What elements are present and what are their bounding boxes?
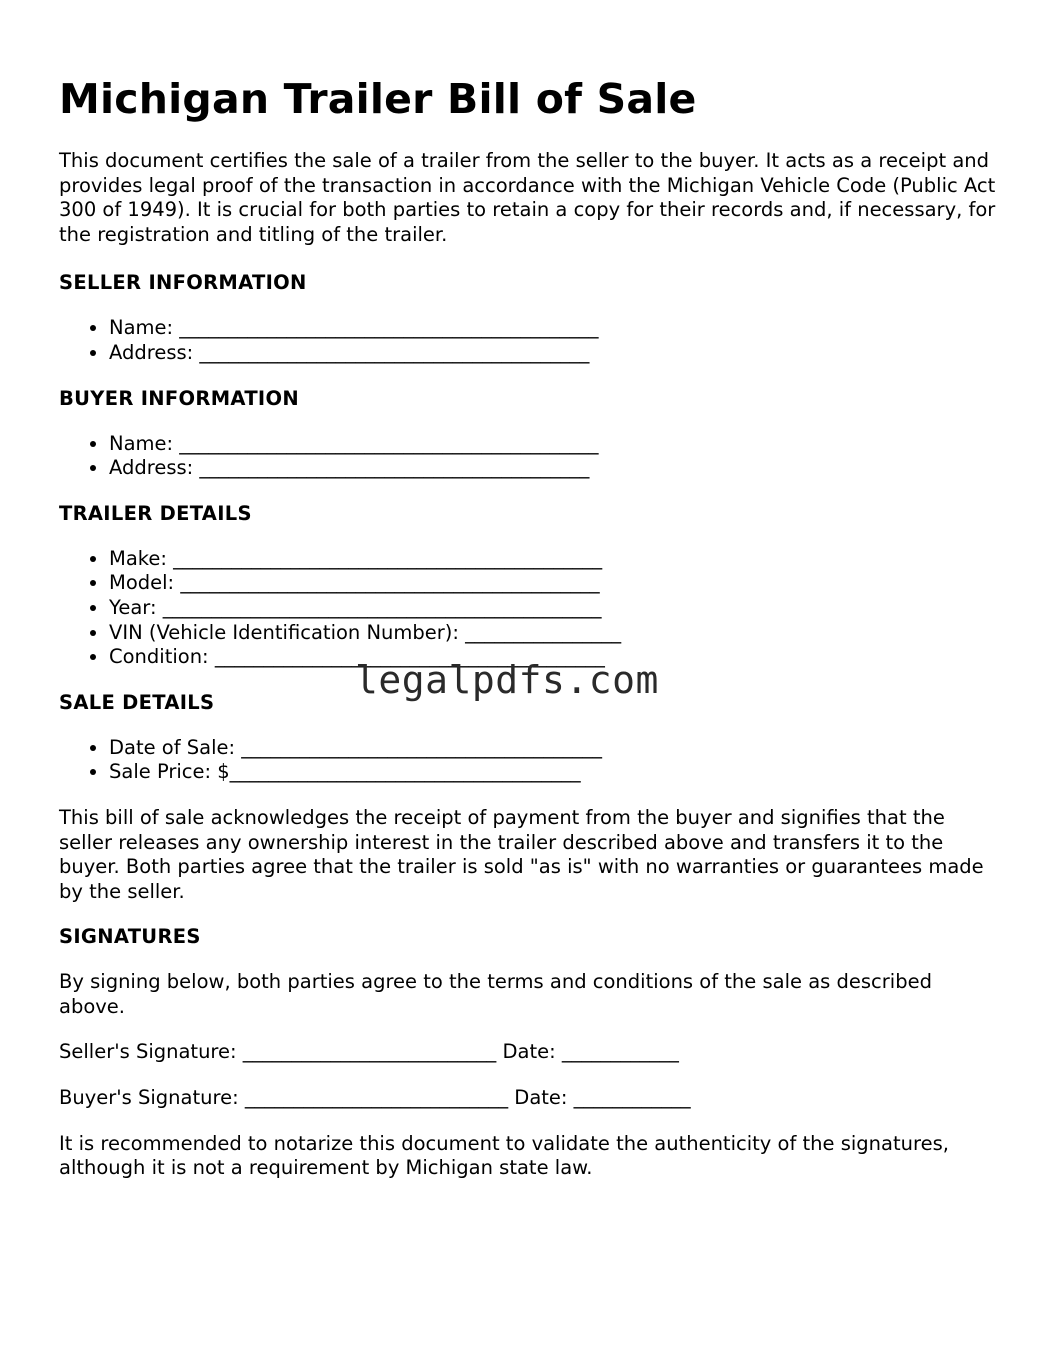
trailer-make-field[interactable]: • Make: ____________________________________________ [109, 547, 999, 572]
seller-list [59, 316, 999, 365]
trailer-year-field[interactable]: • Year: _____________________________________________ [109, 596, 999, 621]
trailer-vin-field[interactable]: • VIN (Vehicle Identification Number): ________________ [109, 621, 999, 646]
buyer-list [59, 432, 999, 481]
sale-heading: SALE DETAILS [59, 690, 215, 714]
document-page [59, 72, 999, 1181]
watermark-text: legalpdfs.com [355, 658, 659, 702]
sale-date-field[interactable]: • Date of Sale: _____________________________________ [109, 736, 999, 761]
acknowledgment-paragraph: This bill of sale acknowledges the receipt of payment from the buyer and signifies that the seller releases any ownership interest in the trailer described above and transfers it to the buyer. Both parties agree that the trailer is sold "as is" with no warranties or guarantees made by the seller. [59, 805, 984, 903]
trailer-heading: TRAILER DETAILS [59, 501, 252, 525]
buyer-heading: BUYER INFORMATION [59, 386, 299, 410]
trailer-model-field[interactable]: • Model: ___________________________________________ [109, 571, 999, 596]
trailer-condition-field[interactable]: • Condition: ________________________________________ [109, 645, 999, 670]
seller-heading: SELLER INFORMATION [59, 271, 307, 295]
notary-note: It is recommended to notarize this document to validate the authenticity of the signatures, although it is not a requirement by Michigan state law. [59, 1131, 949, 1180]
signatures-intro: By signing below, both parties agree to the terms and conditions of the sale as described above. [59, 970, 932, 1018]
trailer-list [59, 547, 999, 670]
buyer-signature-line[interactable]: Buyer's Signature: ___________________________ Date: ____________ [59, 1086, 691, 1110]
signatures-heading: SIGNATURES [59, 925, 201, 949]
seller-signature-line[interactable]: Seller's Signature: __________________________ Date: ____________ [59, 1040, 679, 1064]
sale-list [59, 736, 999, 785]
intro-paragraph: This document certifies the sale of a trailer from the seller to the buyer. It acts as a receipt and provides legal proof of the transaction in accordance with the Michigan Vehicle Code (Public Act 300 of 1949). It is crucial for both parties to retain a copy for their records and, if necessary, for the registration and titling of the trailer. [59, 149, 996, 246]
buyer-address-field[interactable]: • Address: ________________________________________ [109, 456, 999, 481]
seller-name-field[interactable]: • Name: ___________________________________________ [109, 316, 999, 341]
sale-price-field[interactable]: • Sale Price: $____________________________________ [109, 760, 999, 785]
seller-address-field[interactable]: • Address: ________________________________________ [109, 341, 999, 366]
buyer-name-field[interactable]: • Name: ___________________________________________ [109, 432, 999, 457]
page-title: Michigan Trailer Bill of Sale [59, 75, 697, 123]
